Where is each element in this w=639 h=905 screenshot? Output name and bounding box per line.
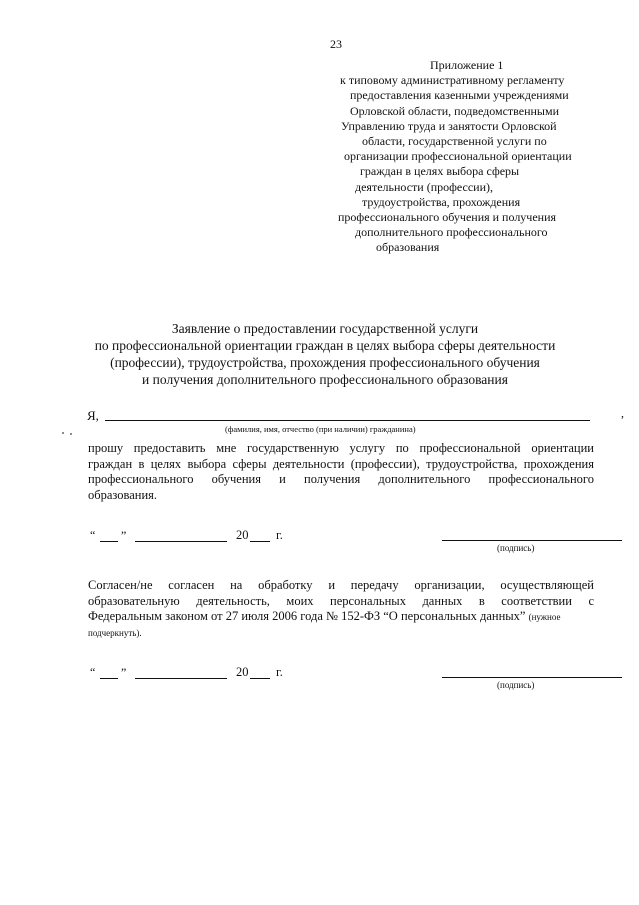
- date-row-2: [90, 665, 310, 681]
- scan-artifact: [62, 432, 64, 434]
- date-close-quote: ”: [121, 528, 127, 542]
- applicant-name-field[interactable]: [105, 420, 590, 421]
- paragraph-line: Согласен/не согласен на обработку и передачу организации, осуществляющей: [88, 578, 594, 592]
- applicant-prefix: Я,: [87, 408, 99, 423]
- appendix-line: Управлению труда и занятости Орловской: [341, 119, 557, 133]
- paragraph-line: граждан в целях выбора сферы деятельности (профессии), трудоустройства, прохождения: [88, 456, 594, 471]
- appendix-line: профессионального обучения и получения: [338, 210, 557, 224]
- date-month-field[interactable]: [135, 541, 227, 542]
- date-open-quote: “: [90, 528, 96, 542]
- date-day-field[interactable]: [100, 678, 118, 679]
- date-year-suffix: г.: [276, 665, 283, 679]
- paragraph-line: профессионального обучения и получения дополнительного профессионального: [88, 472, 594, 486]
- document-title: [60, 320, 590, 388]
- appendix-line: Приложение 1: [430, 58, 504, 72]
- title-line: Заявление о предоставлении государственной услуги: [171, 321, 479, 336]
- request-paragraph: [88, 441, 594, 503]
- appendix-line: трудоустройства, прохождения: [362, 195, 521, 209]
- signature-field-1[interactable]: [442, 540, 622, 541]
- consent-law-text: Федеральным законом от 27 июля 2006 года № 152-ФЗ “О персональных данных”: [88, 609, 526, 623]
- consent-note-start: (нужное: [528, 612, 561, 622]
- title-line: по профессиональной ориентации граждан в целях выбора сферы деятельности: [94, 338, 556, 353]
- date-year-suffix: г.: [276, 528, 283, 542]
- appendix-line: предоставления казенными учреждениями: [350, 88, 569, 102]
- applicant-name-caption: (фамилия, имя, отчество (при наличии) гражданина): [225, 424, 416, 434]
- date-year-prefix: 20: [236, 528, 249, 542]
- consent-paragraph: [88, 578, 594, 641]
- date-year-prefix: 20: [236, 665, 249, 679]
- applicant-comma: ,: [621, 406, 624, 420]
- date-close-quote: ”: [121, 665, 127, 679]
- title-line: и получения дополнительного профессионального образования: [142, 372, 508, 387]
- date-open-quote: “: [90, 665, 96, 679]
- date-day-field[interactable]: [100, 541, 118, 542]
- appendix-line: дополнительного профессионального: [355, 225, 548, 239]
- appendix-line: граждан в целях выбора сферы: [360, 164, 520, 178]
- signature-caption-2: (подпись): [497, 680, 535, 690]
- appendix-line: Орловской области, подведомственными: [350, 104, 560, 118]
- signature-caption-1: (подпись): [497, 543, 535, 553]
- page-number: 23: [330, 37, 342, 51]
- paragraph-line: образования.: [88, 487, 158, 502]
- appendix-line: области, государственной услуги по: [362, 134, 547, 148]
- appendix-line: деятельности (профессии),: [355, 180, 494, 194]
- paragraph-line: образовательную деятельность, моих персональных данных в соответствии с: [88, 593, 594, 608]
- consent-note-end: подчеркнуть).: [88, 627, 142, 638]
- date-year-field[interactable]: [250, 678, 270, 679]
- paragraph-line: [88, 609, 594, 626]
- paragraph-line: прошу предоставить мне государственную услугу по профессиональной ориентации: [88, 441, 594, 455]
- date-month-field[interactable]: [135, 678, 227, 679]
- appendix-line: образования: [376, 240, 440, 254]
- title-line: (профессии), трудоустройства, прохождения профессионального обучения: [110, 355, 540, 370]
- date-year-field[interactable]: [250, 541, 270, 542]
- signature-field-2[interactable]: [442, 677, 622, 678]
- scan-artifact: [70, 433, 72, 435]
- date-row-1: [90, 528, 310, 544]
- appendix-line: организации профессиональной ориентации: [344, 149, 572, 163]
- appendix-line: к типовому административному регламенту: [340, 73, 565, 87]
